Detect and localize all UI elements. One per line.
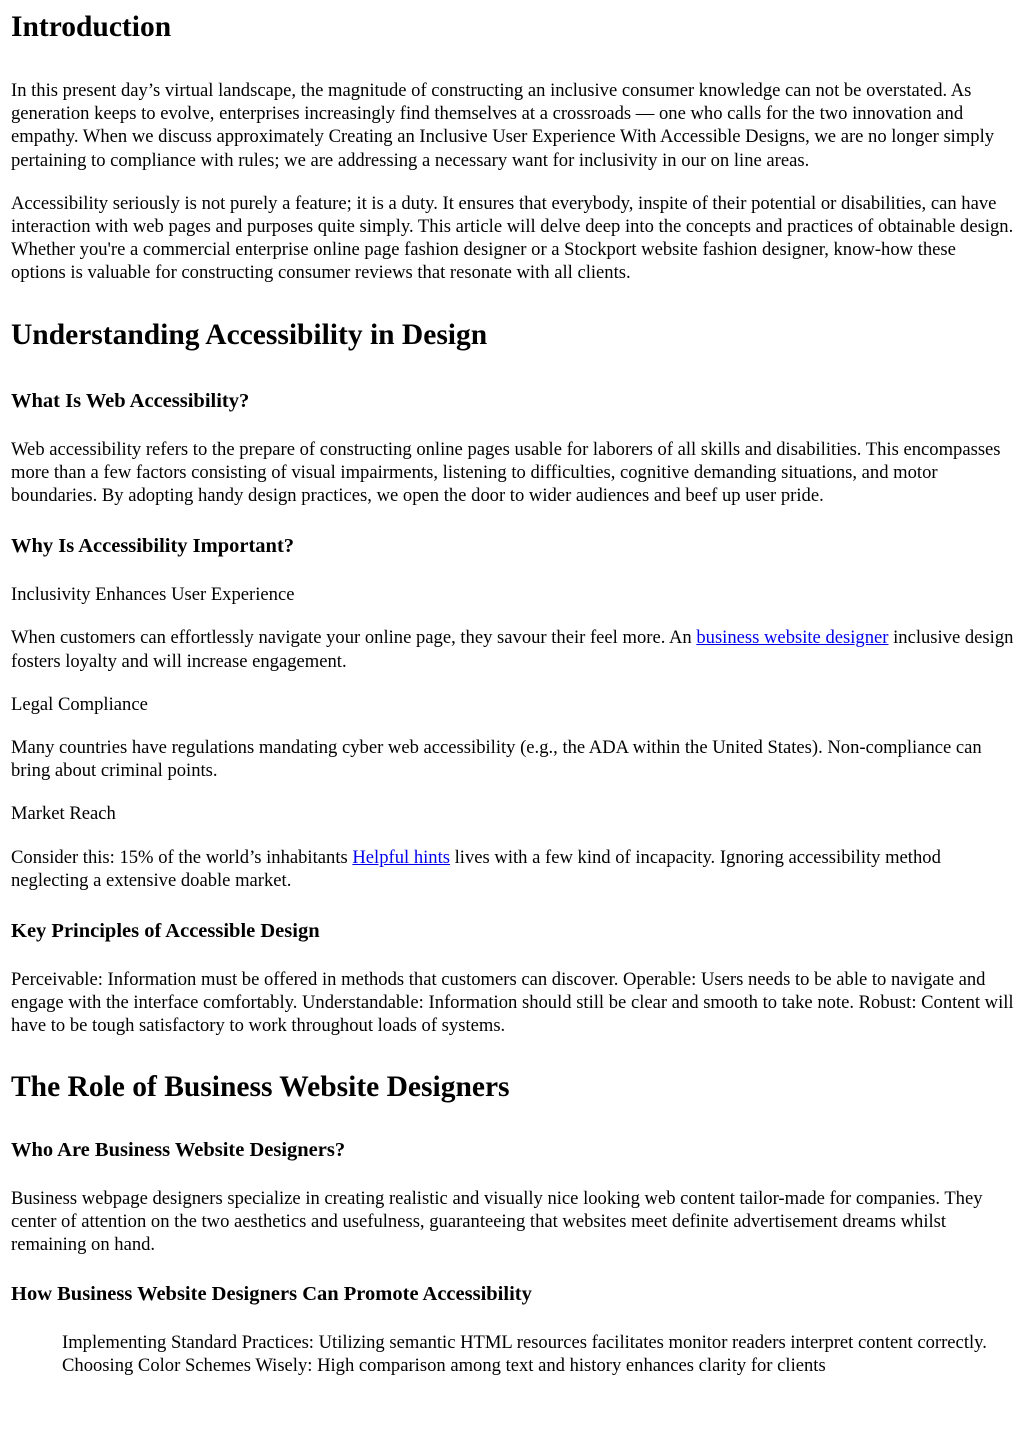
key-principles-paragraph: Perceivable: Information must be offered in methods that customers can discover. Operable: Users needs to be able to navigate and engage with the interface comfortably. Understandable: Information should still be clear and smooth to take note. Robust: Content will have to be tough satisfactory to work throughout loads of systems. [11,969,1014,1037]
market-reach-paragraph [11,846,1014,892]
inclusivity-title: Inclusivity Enhances User Experience [11,584,295,606]
market-text-after: lives with a few kind of incapacity. Ignoring accessibility method neglecting a extensive doable market. [11,846,941,891]
heading-introduction: Introduction [11,11,172,43]
heading-how-designers-promote: How Business Website Designers Can Promote Accessibility [11,1283,532,1306]
intro-paragraph-2: Accessibility seriously is not purely a feature; it is a duty. It ensures that everybody, inspite of their potential or disabilities, can have interaction with web pages and purposes quite simply. This article will delve deep into the concepts and practices of obtainable design. Whether you're a commercial enterprise online page fashion designer or a Stockport website fashion designer, know-how these options is valuable for constructing consumer reviews that resonate with all clients. [11,192,1014,284]
heading-why-accessibility-important: Why Is Accessibility Important? [11,535,295,558]
inclusivity-text-before: When customers can effortlessly navigate your online page, they savour their feel more. An [11,627,697,649]
intro-paragraph-1: In this present day’s virtual landscape, the magnitude of constructing an inclusive consumer knowledge can not be overstated. As generation keeps to evolve, enterprises increasingly find themselves at a crossroads — one who calls for the two innovation and empathy. When we discuss approximately Creating an Inclusive User Experience With Accessible Designs, we are no longer simply pertaining to compliance with rules; we are addressing a necessary want for inclusivity in our on line areas. [11,80,995,171]
inclusivity-paragraph [11,626,1014,672]
market-text-before: Consider this: 15% of the world’s inhabitants [11,846,353,868]
heading-understanding-accessibility: Understanding Accessibility in Design [11,318,488,351]
what-is-paragraph: Web accessibility refers to the prepare of constructing online pages usable for laborers of all skills and disabilities. This encompasses more than a few factors consisting of visual impairments, listening to difficulties, cognitive demanding situations, and motor boundaries. By adopting handy design practices, we open the door to wider audiences and beef up user pride. [11,438,1001,507]
legal-compliance-title: Legal Compliance [11,693,148,715]
how-designers-list: Implementing Standard Practices: Utilizing semantic HTML resources facilitates monitor readers interpret content correctly. Choosing Color Schemes Wisely: High comparison among text and history enhances clarity for clients [62,1332,987,1377]
business-website-designer-link[interactable]: business website designer [696,627,889,649]
legal-compliance-paragraph: Many countries have regulations mandating cyber web accessibility (e.g., the ADA within the United States). Non-compliance can bring about criminal points. [11,737,982,782]
heading-who-are-designers: Who Are Business Website Designers? [11,1138,346,1161]
inclusivity-text-after: inclusive design fosters loyalty and will increase engagement. [11,627,1014,672]
market-reach-title: Market Reach [11,803,116,825]
article [0,10,1024,1378]
heading-what-is-web-accessibility: What Is Web Accessibility? [11,389,250,412]
who-are-designers-paragraph: Business webpage designers specialize in creating realistic and visually nice looking web content tailor-made for companies. They center of attention on the two aesthetics and usefulness, guaranteeing that websites meet definite advertisement dreams whilst remaining on hand. [11,1187,983,1256]
heading-role-of-designers: The Role of Business Website Designers [11,1070,510,1103]
helpful-hints-link[interactable]: Helpful hints [352,846,450,868]
heading-key-principles: Key Principles of Accessible Design [11,920,320,943]
